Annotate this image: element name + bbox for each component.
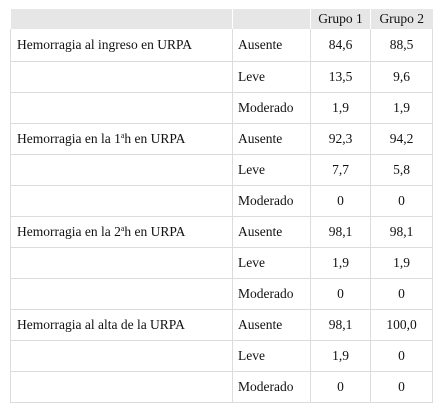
row-label: [11, 279, 233, 310]
row-group2-value: 100,0: [371, 310, 433, 341]
row-level: Leve: [233, 62, 311, 93]
row-group1-value: 98,1: [311, 310, 371, 341]
row-label: Hemorragia al alta de la URPA: [11, 310, 233, 341]
row-group2-value: 1,9: [371, 93, 433, 124]
row-level: Moderado: [233, 372, 311, 403]
row-label: [11, 341, 233, 372]
row-group2-value: 1,9: [371, 248, 433, 279]
row-group2-value: 9,6: [371, 62, 433, 93]
row-group1-value: 0: [311, 372, 371, 403]
row-level: Leve: [233, 248, 311, 279]
table-row: [11, 248, 433, 279]
row-label: [11, 186, 233, 217]
row-group2-value: 0: [371, 186, 433, 217]
row-group1-value: 84,6: [311, 29, 371, 62]
table-row: [11, 186, 433, 217]
row-group2-value: 5,8: [371, 155, 433, 186]
row-label-suffix: h en URPA: [124, 131, 186, 146]
row-group1-value: 13,5: [311, 62, 371, 93]
row-level: Ausente: [233, 124, 311, 155]
row-label: [11, 155, 233, 186]
header-row: [11, 9, 433, 29]
row-group1-value: 1,9: [311, 248, 371, 279]
row-level: Moderado: [233, 93, 311, 124]
row-group1-value: 98,1: [311, 217, 371, 248]
row-label-text: Hemorragia en la 2: [17, 224, 121, 239]
row-label: [11, 93, 233, 124]
row-group1-value: 0: [311, 186, 371, 217]
row-label-superscript: a: [120, 224, 125, 233]
row-group2-value: 0: [371, 341, 433, 372]
row-label: [11, 124, 233, 155]
table-row: [11, 310, 433, 341]
row-level: Moderado: [233, 279, 311, 310]
row-level: Leve: [233, 341, 311, 372]
header-group2: Grupo 2: [371, 9, 433, 29]
row-level: Leve: [233, 155, 311, 186]
row-group2-value: 88,5: [371, 29, 433, 62]
row-group2-value: 0: [371, 372, 433, 403]
header-empty-2: [233, 9, 311, 29]
table-row: [11, 217, 433, 248]
row-group2-value: 94,2: [371, 124, 433, 155]
row-group2-value: 98,1: [371, 217, 433, 248]
hemorrhage-table: [10, 9, 433, 403]
table-row: [11, 93, 433, 124]
table-row: [11, 155, 433, 186]
table-row: [11, 279, 433, 310]
table-row: [11, 124, 433, 155]
row-label: Hemorragia al ingreso en URPA: [11, 29, 233, 62]
row-label: [11, 372, 233, 403]
row-level: Ausente: [233, 310, 311, 341]
row-label-text: Hemorragia en la 1: [17, 131, 121, 146]
table-row: [11, 372, 433, 403]
table-row: [11, 341, 433, 372]
table-row: [11, 62, 433, 93]
row-label: [11, 217, 233, 248]
row-level: Ausente: [233, 29, 311, 62]
row-level: Moderado: [233, 186, 311, 217]
header-group1: Grupo 1: [311, 9, 371, 29]
row-group1-value: 7,7: [311, 155, 371, 186]
row-group1-value: 0: [311, 279, 371, 310]
row-level: Ausente: [233, 217, 311, 248]
row-label: [11, 248, 233, 279]
row-group2-value: 0: [371, 279, 433, 310]
row-group1-value: 1,9: [311, 341, 371, 372]
header-empty-1: [11, 9, 233, 29]
row-label-superscript: a: [120, 131, 125, 140]
table-row: [11, 29, 433, 62]
row-group1-value: 1,9: [311, 93, 371, 124]
row-group1-value: 92,3: [311, 124, 371, 155]
row-label: [11, 62, 233, 93]
row-label-suffix: h en URPA: [124, 224, 186, 239]
